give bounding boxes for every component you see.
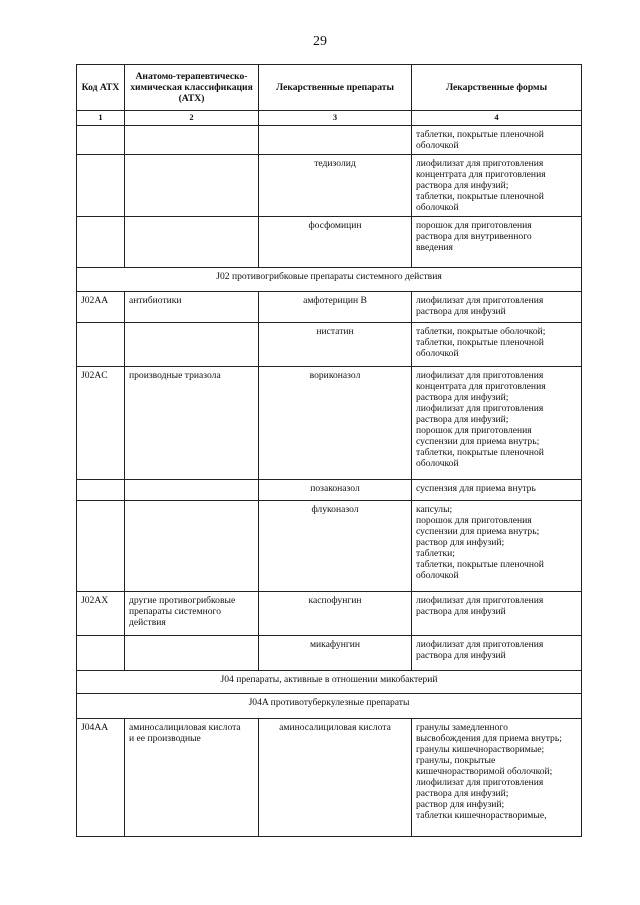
dosage-form-line: таблетки, покрытые пленочной [416,191,544,202]
column-number-row [77,111,582,126]
dosage-form-line: оболочкой [416,202,459,213]
column-number: 1 [77,111,125,126]
header-forms: Лекарственные формы [412,65,582,111]
atx-class-cell [125,126,259,155]
atx-class-line: производные триазола [129,370,221,381]
group-heading-row [77,694,582,719]
dosage-form-line: оболочкой [416,570,459,581]
dosage-form-line: порошок для приготовления [416,515,532,526]
dosage-form-line: кишечнорастворимой оболочкой; [416,766,553,777]
dosage-form-line: раствора для внутривенного [416,231,532,242]
drug-name-cell: микафунгин [259,636,412,671]
dosage-form-line: таблетки, покрытые пленочной [416,559,544,570]
dosage-form-line: гранулы кишечнорастворимые; [416,744,545,755]
atx-code-cell [77,155,125,217]
dosage-form-line: лиофилизат для приготовления [416,639,544,650]
atx-code-cell: J02AX [77,592,125,636]
dosage-form-line: раствора для инфузий [416,650,506,661]
column-number: 4 [412,111,582,126]
dosage-form-line: суспензии для приема внутрь; [416,526,540,537]
dosage-form-line: раствора для инфузий; [416,180,509,191]
dosage-form-line: раствор для инфузий; [416,799,505,810]
table-row [77,719,582,837]
group-heading: J04A противотуберкулезные препараты [77,694,582,719]
atx-code-cell [77,126,125,155]
group-heading-row [77,671,582,694]
atx-class-cell [125,217,259,268]
dosage-form-line: раствор для инфузий; [416,537,505,548]
atx-table [76,64,582,837]
drug-name-cell: флуконазол [259,501,412,592]
dosage-forms-cell [412,292,582,323]
atx-code-cell [77,636,125,671]
drug-name-cell: позаконазол [259,480,412,501]
atx-code-cell [77,217,125,268]
dosage-forms-cell [412,501,582,592]
dosage-forms-cell [412,323,582,367]
table-row [77,367,582,480]
dosage-form-line: лиофилизат для приготовления [416,403,544,414]
dosage-form-line: раствора для инфузий [416,606,506,617]
dosage-form-line: таблетки, покрытые оболочкой; [416,326,546,337]
dosage-form-line: лиофилизат для приготовления [416,370,544,381]
atx-class-line: антибиотики [129,295,182,306]
atx-class-cell [125,636,259,671]
drug-name-cell [259,126,412,155]
dosage-forms-cell [412,636,582,671]
dosage-form-line: суспензии для приема внутрь; [416,436,540,447]
header-atx: Анатомо-терапевтическо-химическая классификация (АТХ) [125,65,259,111]
dosage-form-line: таблетки, покрытые пленочной [416,447,544,458]
dosage-forms-cell [412,126,582,155]
atx-class-cell [125,501,259,592]
dosage-form-line: лиофилизат для приготовления [416,158,544,169]
dosage-form-line: концентрата для приготовления [416,381,546,392]
atx-code-cell: J02AC [77,367,125,480]
page-number: 29 [313,34,327,49]
dosage-form-line: порошок для приготовления [416,425,532,436]
atx-class-line: препараты системного [129,606,222,617]
dosage-form-line: оболочкой [416,458,459,469]
table-header-row [77,65,582,111]
drug-name-cell: фосфомицин [259,217,412,268]
dosage-form-line: раствора для инфузий; [416,392,509,403]
table-row [77,636,582,671]
atx-code-cell [77,480,125,501]
table-row [77,501,582,592]
dosage-form-line: лиофилизат для приготовления [416,777,544,788]
drug-name-cell: вориконазол [259,367,412,480]
drug-name-cell: каспофунгин [259,592,412,636]
column-number: 3 [259,111,412,126]
atx-class-cell [125,323,259,367]
atx-code-cell: J04AA [77,719,125,837]
atx-class-cell [125,592,259,636]
dosage-forms-cell [412,155,582,217]
header-drugs: Лекарственные препараты [259,65,412,111]
atx-code-cell [77,501,125,592]
dosage-form-line: раствора для инфузий; [416,414,509,425]
dosage-form-line: гранулы замедленного [416,722,508,733]
dosage-form-line: порошок для приготовления [416,220,532,231]
column-number: 2 [125,111,259,126]
dosage-form-line: оболочкой [416,348,459,359]
dosage-form-line: таблетки, покрытые пленочной [416,337,544,348]
dosage-form-line: лиофилизат для приготовления [416,295,544,306]
dosage-form-line: лиофилизат для приготовления [416,595,544,606]
atx-class-cell [125,480,259,501]
atx-class-line: другие противогрибковые [129,595,236,606]
dosage-form-line: гранулы, покрытые [416,755,496,766]
table-row [77,480,582,501]
dosage-forms-cell [412,217,582,268]
atx-class-cell [125,367,259,480]
dosage-form-line: таблетки; [416,548,455,559]
table-row [77,292,582,323]
group-heading-row [77,268,582,292]
atx-class-cell [125,292,259,323]
table-row [77,155,582,217]
dosage-form-line: раствора для инфузий [416,306,506,317]
atx-code-cell [77,323,125,367]
group-heading: J04 препараты, активные в отношении микобактерий [77,671,582,694]
dosage-form-line: оболочкой [416,140,459,151]
drug-name-cell: тедизолид [259,155,412,217]
table-row [77,592,582,636]
dosage-form-line: раствора для инфузий; [416,788,509,799]
drug-name-cell: амфотерицин В [259,292,412,323]
atx-class-cell [125,155,259,217]
drug-name-cell: аминосалициловая кислота [259,719,412,837]
dosage-form-line: высвобождения для приема внутрь; [416,733,562,744]
atx-class-line: и ее производные [129,733,201,744]
group-heading: J02 противогрибковые препараты системного действия [77,268,582,292]
header-code: Код АТХ [77,65,125,111]
dosage-form-line: таблетки кишечнорастворимые, [416,810,547,821]
atx-code-cell: J02AA [77,292,125,323]
dosage-forms-cell [412,719,582,837]
table-row [77,323,582,367]
table-row [77,217,582,268]
atx-class-cell [125,719,259,837]
dosage-forms-cell [412,592,582,636]
dosage-form-line: капсулы; [416,504,453,515]
dosage-form-line: концентрата для приготовления [416,169,546,180]
atx-class-line: аминосалициловая кислота [129,722,241,733]
dosage-forms-cell [412,480,582,501]
table-row [77,126,582,155]
dosage-form-line: таблетки, покрытые пленочной [416,129,544,140]
dosage-form-line: суспензия для приема внутрь [416,483,536,494]
dosage-form-line: введения [416,242,453,253]
dosage-forms-cell [412,367,582,480]
atx-class-line: действия [129,617,166,628]
drug-name-cell: нистатин [259,323,412,367]
